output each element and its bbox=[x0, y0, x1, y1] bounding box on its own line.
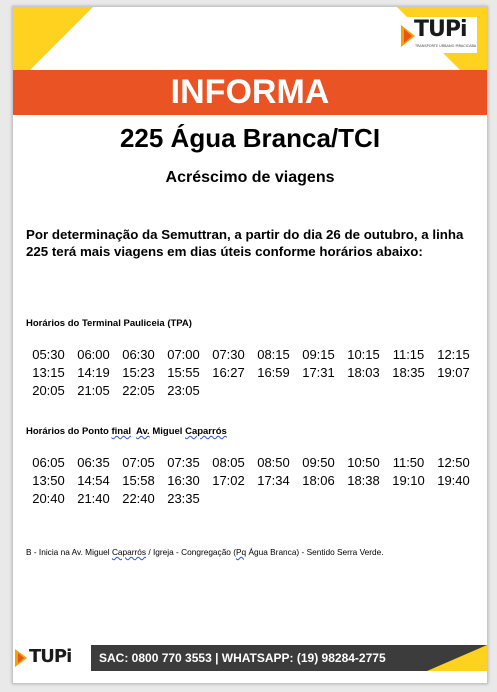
departure-time: 14:54 bbox=[77, 473, 110, 488]
departure-time: 21:40 bbox=[77, 491, 110, 506]
label-part: final bbox=[111, 426, 132, 437]
informa-banner: INFORMA bbox=[13, 70, 487, 115]
departure-time: 19:10 bbox=[392, 473, 425, 488]
departure-time: 06:00 bbox=[77, 347, 110, 362]
departure-time: 15:55 bbox=[167, 365, 200, 380]
footnote bbox=[26, 547, 384, 557]
departure-time: 07:00 bbox=[167, 347, 200, 362]
departure-time: 06:30 bbox=[122, 347, 155, 362]
departure-time: 17:31 bbox=[302, 365, 335, 380]
departure-time: 10:50 bbox=[347, 455, 380, 470]
departure-time: 09:50 bbox=[302, 455, 335, 470]
footnote-part: B - Inicia na Av. Miguel bbox=[26, 547, 112, 557]
departure-time: 20:05 bbox=[32, 383, 65, 398]
departure-time: 11:15 bbox=[392, 347, 425, 362]
schedule-grid-terminal bbox=[26, 346, 476, 400]
departure-time: 18:35 bbox=[392, 365, 425, 380]
departure-time: 14:19 bbox=[77, 365, 110, 380]
logo-text: TUPi bbox=[414, 17, 467, 42]
footer-logo bbox=[13, 645, 91, 671]
departure-time: 13:50 bbox=[32, 473, 65, 488]
schedule-grid-ponto-final bbox=[26, 454, 476, 508]
departure-time: 15:23 bbox=[122, 365, 155, 380]
departure-time: 13:15 bbox=[32, 365, 65, 380]
departure-time: 22:40 bbox=[122, 491, 155, 506]
departure-time: 07:30 bbox=[212, 347, 245, 362]
departure-time: 16:59 bbox=[257, 365, 290, 380]
departure-time: 18:38 bbox=[347, 473, 380, 488]
label-part: Av. bbox=[135, 426, 150, 437]
departure-time: 07:05 bbox=[122, 455, 155, 470]
route-title: 225 Água Branca/TCI bbox=[119, 123, 381, 153]
departure-time: 19:40 bbox=[437, 473, 470, 488]
footnote-part: Pq bbox=[236, 547, 247, 557]
departure-time: 05:30 bbox=[32, 347, 65, 362]
subtitle: Acréscimo de viagens bbox=[165, 169, 335, 186]
label-part: Horários do Ponto bbox=[26, 426, 112, 437]
footer-yellow-accent bbox=[427, 645, 487, 671]
departure-time: 19:07 bbox=[437, 365, 470, 380]
tupi-logo bbox=[401, 17, 477, 53]
departure-time: 20:40 bbox=[32, 491, 65, 506]
departure-time: 22:05 bbox=[122, 383, 155, 398]
logo-arrow-inner-icon bbox=[18, 653, 24, 663]
document-page bbox=[12, 6, 488, 684]
label-part: Miguel bbox=[149, 426, 186, 437]
footnote-part: Caparrós bbox=[111, 547, 147, 557]
departure-time: 15:58 bbox=[122, 473, 155, 488]
departure-time: 10:15 bbox=[347, 347, 380, 362]
departure-time: 06:05 bbox=[32, 455, 65, 470]
departure-time: 12:50 bbox=[437, 455, 470, 470]
departure-time: 17:34 bbox=[257, 473, 290, 488]
departure-time: 06:35 bbox=[77, 455, 110, 470]
logo-arrow-inner-icon bbox=[404, 29, 412, 43]
departure-time: 08:15 bbox=[257, 347, 290, 362]
label-part: Caparrós bbox=[185, 426, 227, 437]
section-label-ponto-final bbox=[26, 426, 227, 437]
departure-time: 18:03 bbox=[347, 365, 380, 380]
notice-text: Por determinação da Semuttran, a partir do dia 26 de outubro, a linha 225 terá mais viagens em dias úteis conforme horários abaixo: bbox=[26, 227, 464, 259]
departure-time: 23:35 bbox=[167, 491, 200, 506]
departure-time: 16:30 bbox=[167, 473, 200, 488]
departure-time: 09:15 bbox=[302, 347, 335, 362]
departure-time: 16:27 bbox=[212, 365, 245, 380]
footnote-part: Água Branca) - Sentido Serra Verde. bbox=[246, 547, 384, 557]
footer-contact: SAC: 0800 770 3553 | WHATSAPP: (19) 98284-2775 bbox=[99, 651, 386, 665]
departure-time: 11:50 bbox=[392, 455, 425, 470]
departure-time: 21:05 bbox=[77, 383, 110, 398]
logo-text: TUPi bbox=[29, 646, 72, 667]
departure-time: 08:05 bbox=[212, 455, 245, 470]
departure-time: 18:06 bbox=[302, 473, 335, 488]
footnote-part: / Igreja - Congregação ( bbox=[146, 547, 236, 557]
departure-time: 23:05 bbox=[167, 383, 200, 398]
logo-subtitle: TRANSPORTE URBANO PIRACICABA bbox=[415, 44, 477, 48]
departure-time: 12:15 bbox=[437, 347, 470, 362]
departure-time: 17:02 bbox=[212, 473, 245, 488]
departure-time: 08:50 bbox=[257, 455, 290, 470]
departure-time: 07:35 bbox=[167, 455, 200, 470]
section-label-terminal: Horários do Terminal Pauliceia (TPA) bbox=[26, 318, 192, 329]
